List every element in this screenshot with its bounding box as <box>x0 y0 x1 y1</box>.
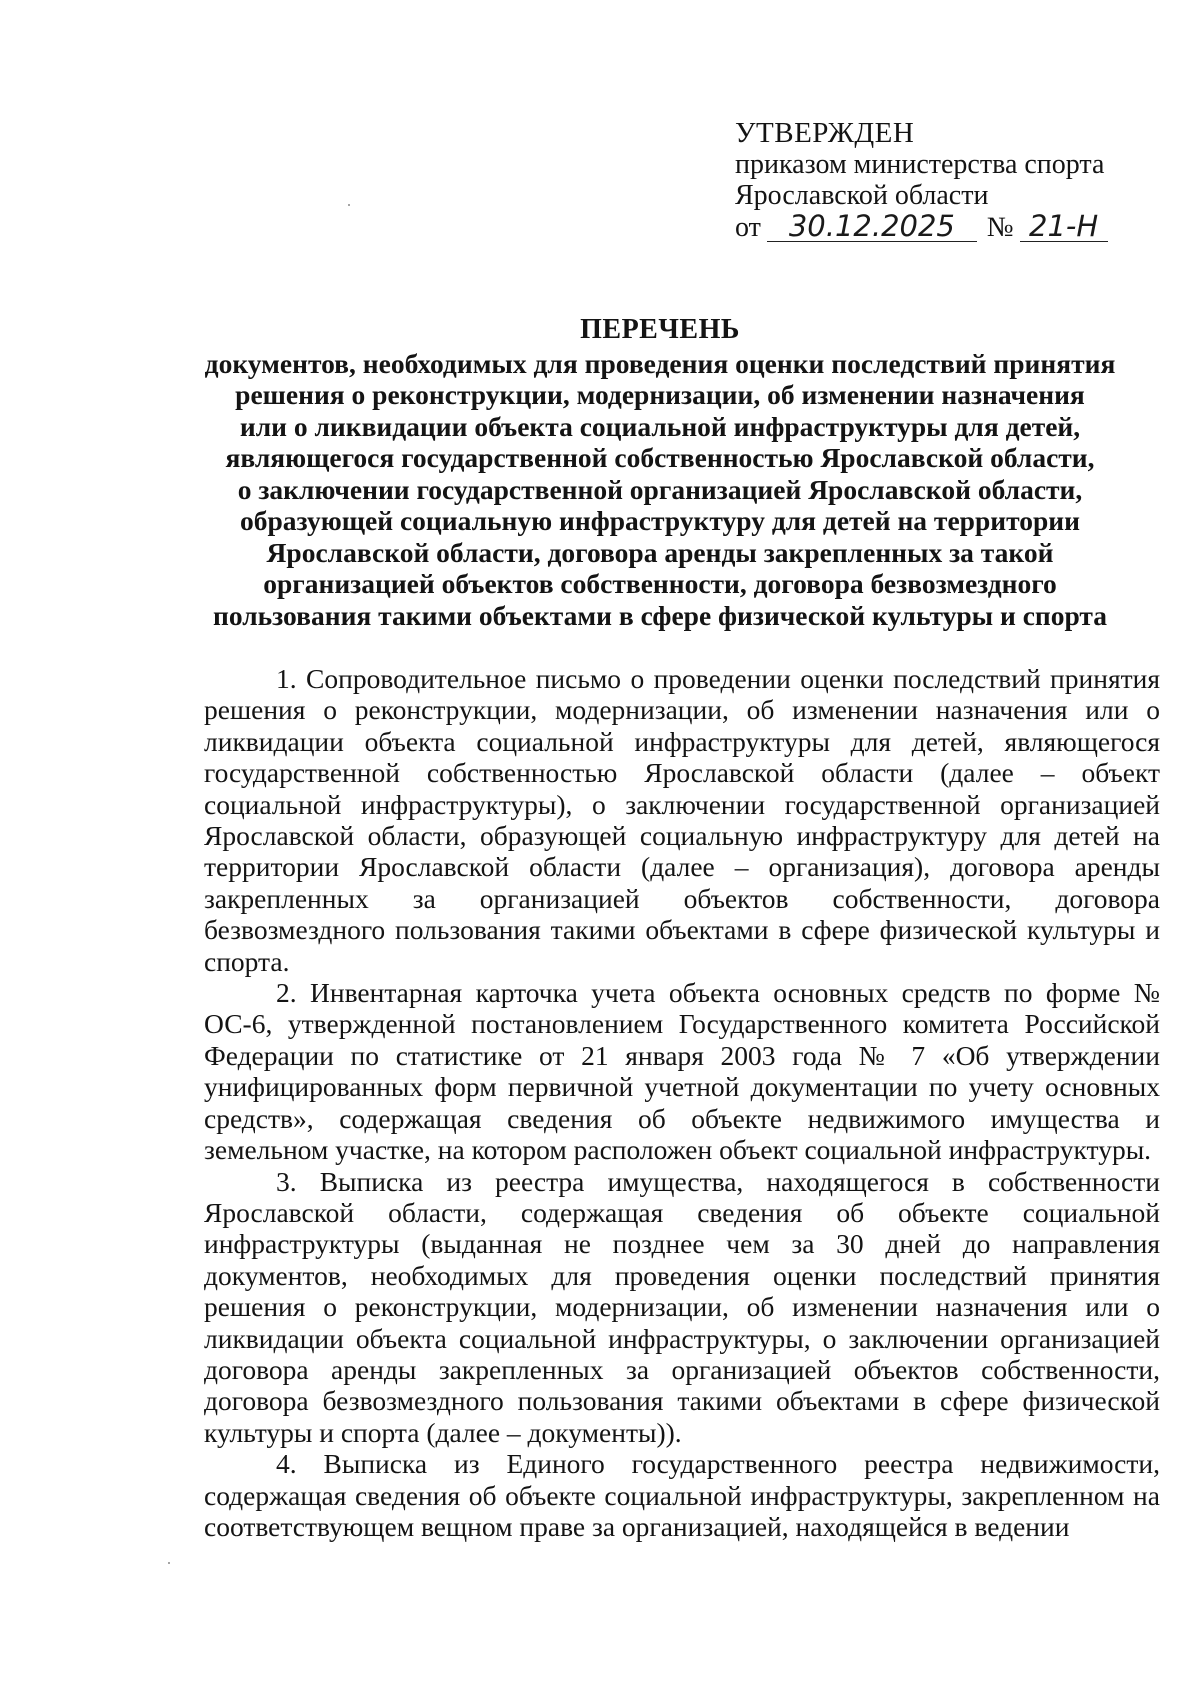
approval-line-2: Ярославской области <box>735 180 989 211</box>
document-heading <box>160 314 1160 631</box>
list-item-2: 2. Инвентарная карточка учета объекта основных средств по форме № ОС-6, утвержденной постановлением Государственного комитета Российской Федерации по статистике от 21 января 2003 года № 7 «Об утверждении унифицированных форм первичной учетной документации по учету основных средств», содержащая сведения об объекте недвижимого имущества и земельном участке, на котором расположен объект социальной инфраструктуры. <box>204 977 1160 1166</box>
list-item-4: 4. Выписка из Единого государственного реестра недвижимости, содержащая сведения об объекте социальной инфраструктуры, закрепленном на соответствующем вещном праве за организацией, находящейся в ведении <box>204 1448 1160 1542</box>
approval-stamp <box>735 118 1108 243</box>
approval-title: УТВЕРЖДЕН <box>735 117 915 149</box>
number-prefix: № <box>986 212 1014 243</box>
scan-speck <box>168 1562 170 1564</box>
list-item-1: 1. Сопроводительное письмо о проведении оценки последствий принятия решения о реконструкции, модернизации, об изменении назначения или о ликвидации объекта социальной инфраструктуры для детей, являющегося государственной собственностью Ярославской области (далее – объект социальной инфраструктуры), о заключении государственной организацией Ярославской области, образующей социальную инфраструктуру для детей на территории Ярославской области (далее – организация), договора аренды закрепленных за организацией объектов собственности, договора безвозмездного пользования такими объектами в сфере физической культуры и спорта. <box>204 663 1160 977</box>
heading-line: о заключении государственной организацией Ярославской области, <box>237 473 1083 505</box>
heading-line: пользования такими объектами в сфере физической культуры и спорта <box>212 599 1108 631</box>
heading-line: решения о реконструкции, модернизации, об изменении назначения <box>235 379 1085 410</box>
heading-line: являющегося государственной собственностью Ярославской области, <box>225 442 1095 473</box>
approval-date-line <box>735 211 1108 243</box>
heading-line: образующей социальную инфраструктуру для детей на территории <box>240 505 1080 536</box>
approval-line-1: приказом министерства спорта <box>735 149 1105 180</box>
heading-line: или о ликвидации объекта социальной инфраструктуры для детей, <box>239 410 1081 442</box>
heading-line: документов, необходимых для проведения оценки последствий принятия <box>204 347 1116 379</box>
date-prefix: от <box>735 212 761 243</box>
scan-speck <box>348 204 350 206</box>
document-body <box>204 663 1160 1542</box>
handwritten-number: 21-Н <box>1020 211 1108 242</box>
heading-line: Ярославской области, договора аренды закрепленных за такой <box>266 536 1054 568</box>
heading-title: ПЕРЕЧЕНЬ <box>580 314 740 345</box>
handwritten-date: 30.12.2025 <box>767 211 977 242</box>
heading-line: организацией объектов собственности, договора безвозмездного <box>263 568 1057 599</box>
list-item-3: 3. Выписка из реестра имущества, находящегося в собственности Ярославской области, содержащая сведения об объекте социальной инфраструктуры (выданная не позднее чем за 30 дней до направления документов, необходимых для проведения оценки последствий принятия решения о реконструкции, модернизации, об изменении назначения или о ликвидации объекта социальной инфраструктуры, о заключении организацией договора аренды закрепленных за организацией объектов собственности, договора безвозмездного пользования такими объектами в сфере физической культуры и спорта (далее – документы)). <box>204 1165 1160 1448</box>
